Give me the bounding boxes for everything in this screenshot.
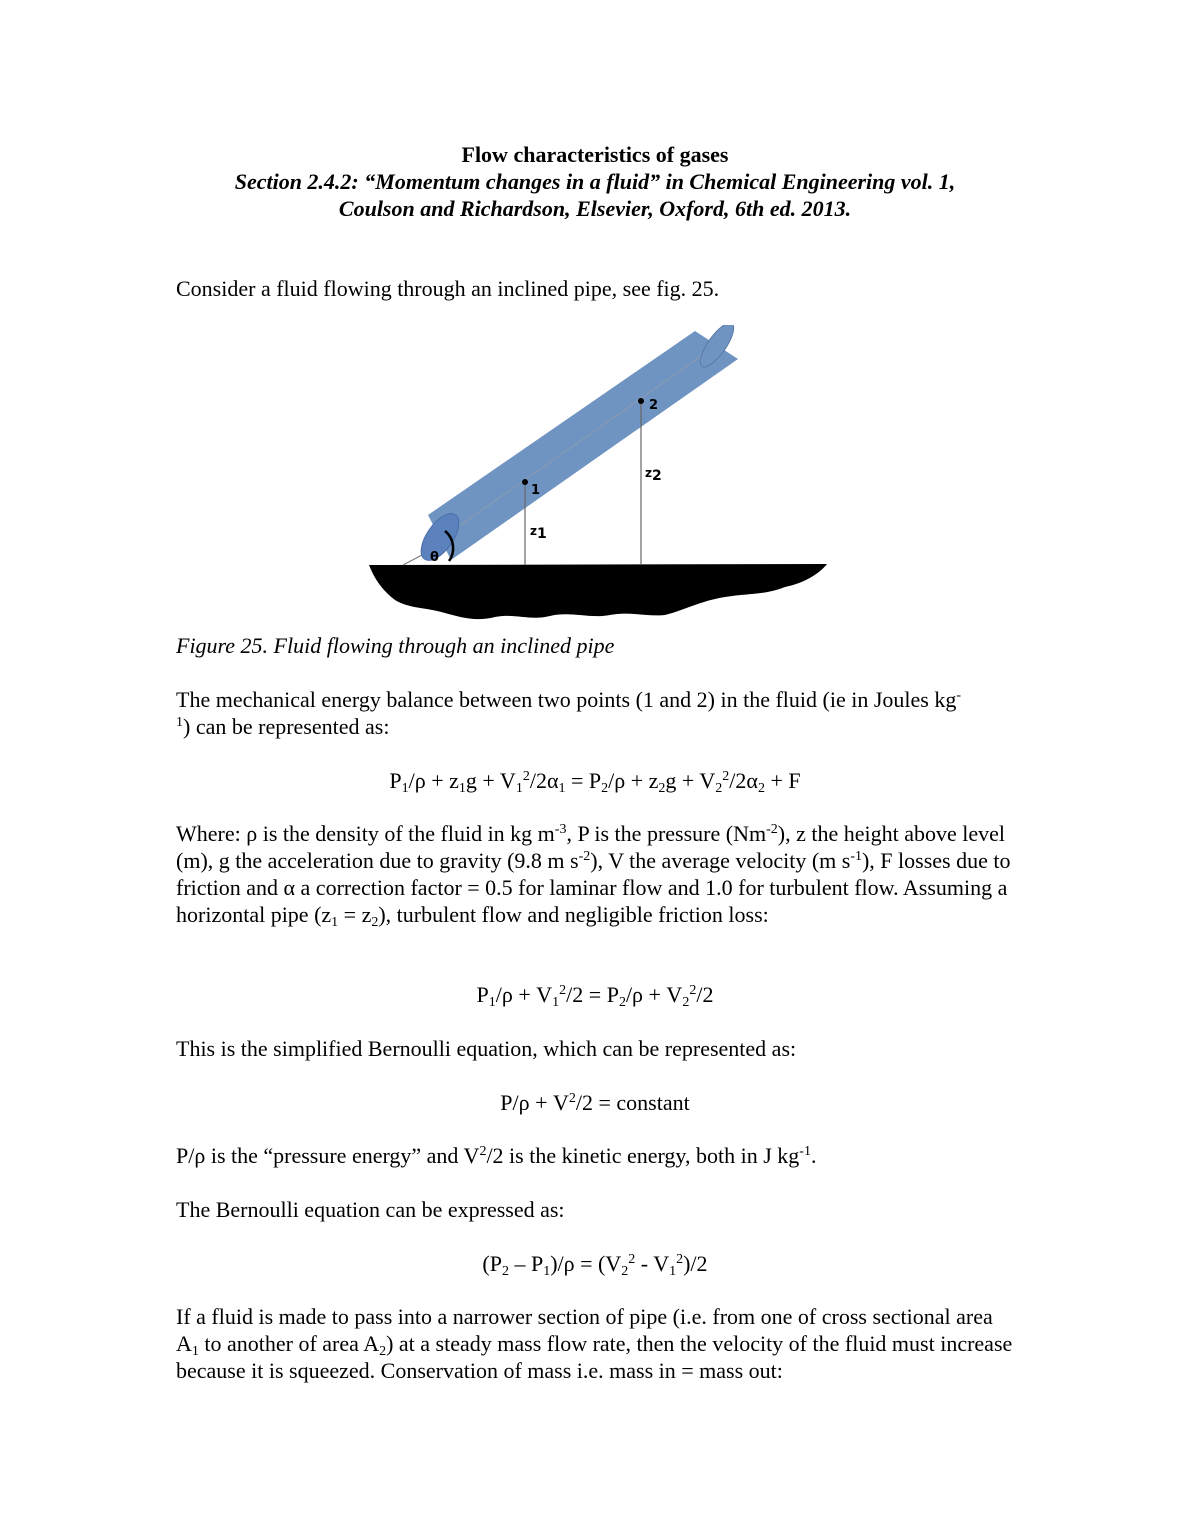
z1-label: z1 <box>530 524 547 542</box>
figure-caption: Figure 25. Fluid flowing through an inclined pipe <box>176 633 615 658</box>
narrower-pipe-paragraph: If a fluid is made to pass into a narrower section of pipe (i.e. from one of cross sectional area $A_1$ to another of area $A_2$) at a steady mass flow rate, then the velocity of the fluid must increase because it is squeezed. Conservation of mass i.e. mass in = mass out: <box>176 1304 1013 1383</box>
document-title: Flow characteristics of gases <box>461 142 729 167</box>
section-reference-line1: Section 2.4.2: “Momentum changes in a fluid” in Chemical Engineering vol. 1, <box>234 169 956 194</box>
bernoulli-constant-equation: $P/\rho + V^2/2$ = constant <box>500 1090 690 1115</box>
point-2-marker <box>638 398 644 404</box>
intro-paragraph: Consider a fluid flowing through an inclined pipe, see fig. 25. <box>176 276 720 301</box>
energy-balance-equation: $P_1/\rho + z_1g + V_1^2/2\alpha_1 = P_2/\rho + z_2g + V_2^2/2\alpha_2 + F$ <box>389 768 801 796</box>
definitions-paragraph: Where: ρ is the density of the fluid in kg $m^{-3}$, P is the pressure $(Nm^{-2})$, z the height above level (m), g the acceleration due to gravity (9.8 m $s^{-2}$), V the average velocity (m $s^{-1}$), F losses due to friction and α a correction factor = 0.5 for laminar flow and 1.0 for turbulent flow. Assuming a horizontal pipe $(z_1 = z_2)$, turbulent flow and negligible friction loss: <box>176 821 1011 930</box>
point-1-marker <box>522 479 528 485</box>
horizontal-pipe-equation: $P_1/\rho + V_1^2/2 = P_2/\rho + V_2^2/2$ <box>476 982 714 1010</box>
point-2-label: 2 <box>649 398 659 413</box>
z2-label: z2 <box>645 466 662 484</box>
bernoulli-expressed-paragraph: The Bernoulli equation can be expressed as: <box>176 1197 565 1222</box>
bernoulli-intro-paragraph: This is the simplified Bernoulli equation, which can be represented as: <box>176 1036 797 1061</box>
pipe-body <box>428 331 738 560</box>
ground-shape <box>369 564 827 619</box>
title-block <box>0 141 1190 222</box>
bernoulli-difference-equation: $(P_2 - P_1)/\rho = (V_2^2 - V_1^2)/2$ <box>482 1251 708 1279</box>
pipe-center-line <box>442 345 717 538</box>
energy-balance-paragraph: The mechanical energy balance between two points (1 and 2) in the fluid (ie in Joules kg- $^1$) can be represented as: <box>176 687 962 739</box>
inclined-pipe-figure <box>365 325 830 625</box>
point-1-label: 1 <box>531 483 541 498</box>
energy-terms-paragraph: P/ρ is the “pressure energy” and $V^2/2$ is the kinetic energy, both in J $kg^{-1}$. <box>176 1143 817 1168</box>
theta-label: θ <box>430 550 439 565</box>
section-reference-line2: Coulson and Richardson, Elsevier, Oxford, 6th ed. 2013. <box>338 196 852 221</box>
